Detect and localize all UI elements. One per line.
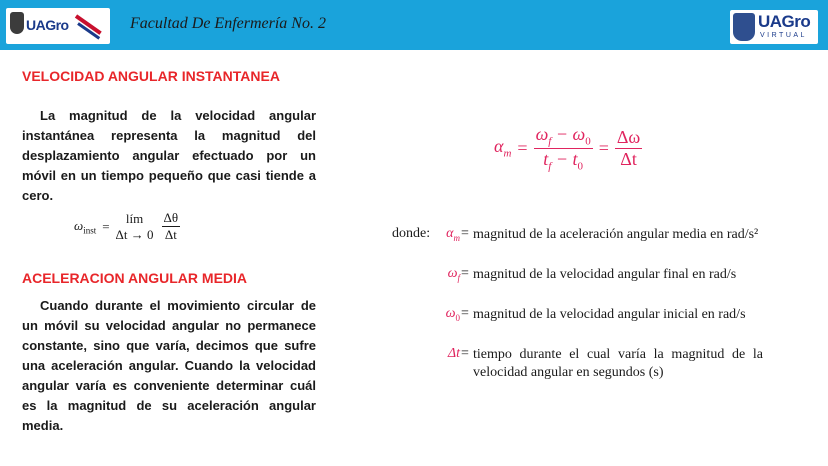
formula-instantaneous-velocity (74, 210, 180, 243)
left-logo-text: UAGro (26, 17, 69, 33)
definition-row: donde: $\alpha_m$ = magnitud de la aceleración angular media en rad/s² (392, 226, 772, 266)
definition-row: Δt = tiempo durante el cual varía la magnitud de la velocidad angular en segundos (s) (392, 346, 772, 386)
right-logo-text: UAGro (758, 12, 811, 31)
definitions-list (392, 226, 772, 386)
university-seal-icon (733, 13, 755, 41)
paragraph-velocidad (22, 106, 316, 206)
section-heading-aceleracion: ACELERACION ANGULAR MEDIA (22, 270, 248, 286)
definition-symbol: Δt (447, 346, 460, 361)
definition-row: $\omega_f$ = magnitud de la velocidad angular final en rad/s (392, 266, 772, 306)
definition-symbol: $\alpha_m$ (446, 226, 460, 243)
right-logo-subtext: VIRTUAL (760, 32, 807, 39)
definition-text: magnitud de la velocidad angular final en rad/s (473, 267, 737, 282)
section-heading-velocidad: VELOCIDAD ANGULAR INSTANTANEA (22, 68, 280, 84)
definition-row: $\omega_0$ = magnitud de la velocidad angular inicial en rad/s (392, 306, 772, 346)
definition-text: magnitud de la aceleración angular media en rad/s² (473, 227, 759, 242)
paragraph-aceleracion (22, 296, 316, 436)
uagro-virtual-logo (730, 10, 818, 44)
formula-mean-fraction1: $\frac{\omega_f - \omega_0}{t_f - t_0}$ (535, 124, 591, 173)
formula-fraction: $\frac{\Delta\theta}{\Delta t}$ (163, 210, 179, 242)
formula-limit: lím Δt → 0 (115, 210, 154, 242)
paragraph-aceleracion-text: Cuando durante el movimiento circular de un móvil su velocidad angular no permanece constante, sino que varía, decimos que sufre una aceleración angular. Cuando la velocidad angular varía es conveniente determinar cuál es la magnitud de su aceleración angular media. (22, 298, 316, 433)
definition-symbol: $\omega_f$ (447, 266, 460, 283)
definition-symbol: $\omega_0$ (445, 306, 460, 323)
definition-text: tiempo durante el cual varía la magnitud de la velocidad angular en segundos (s) (473, 347, 763, 380)
paragraph-velocidad-text: La magnitud de la velocidad angular instantánea representa la magnitud del desplazamiento angular efectuado por un móvil en un tiempo pequeño que casi tiende a cero. (22, 108, 316, 203)
formula-lhs: $\omega_{inst}$ (74, 217, 97, 236)
header-bar (0, 0, 828, 50)
formula-mean-eq1: = (517, 137, 528, 158)
university-seal-icon (10, 12, 24, 34)
donde-label: donde: (392, 226, 431, 241)
formula-mean-lhs: $\alpha_m$ (494, 136, 512, 160)
formula-eq: = (102, 218, 110, 234)
uagro-logo-left (6, 8, 110, 44)
page-title: Facultad De Enfermería No. 2 (130, 15, 326, 32)
definition-text: magnitud de la velocidad angular inicial en rad/s (473, 307, 746, 322)
formula-mean-eq2: = (598, 137, 609, 158)
formula-mean-fraction2: $\frac{\Delta\omega}{\Delta t}$ (616, 126, 641, 169)
formula-mean-angular-acceleration (494, 124, 642, 172)
